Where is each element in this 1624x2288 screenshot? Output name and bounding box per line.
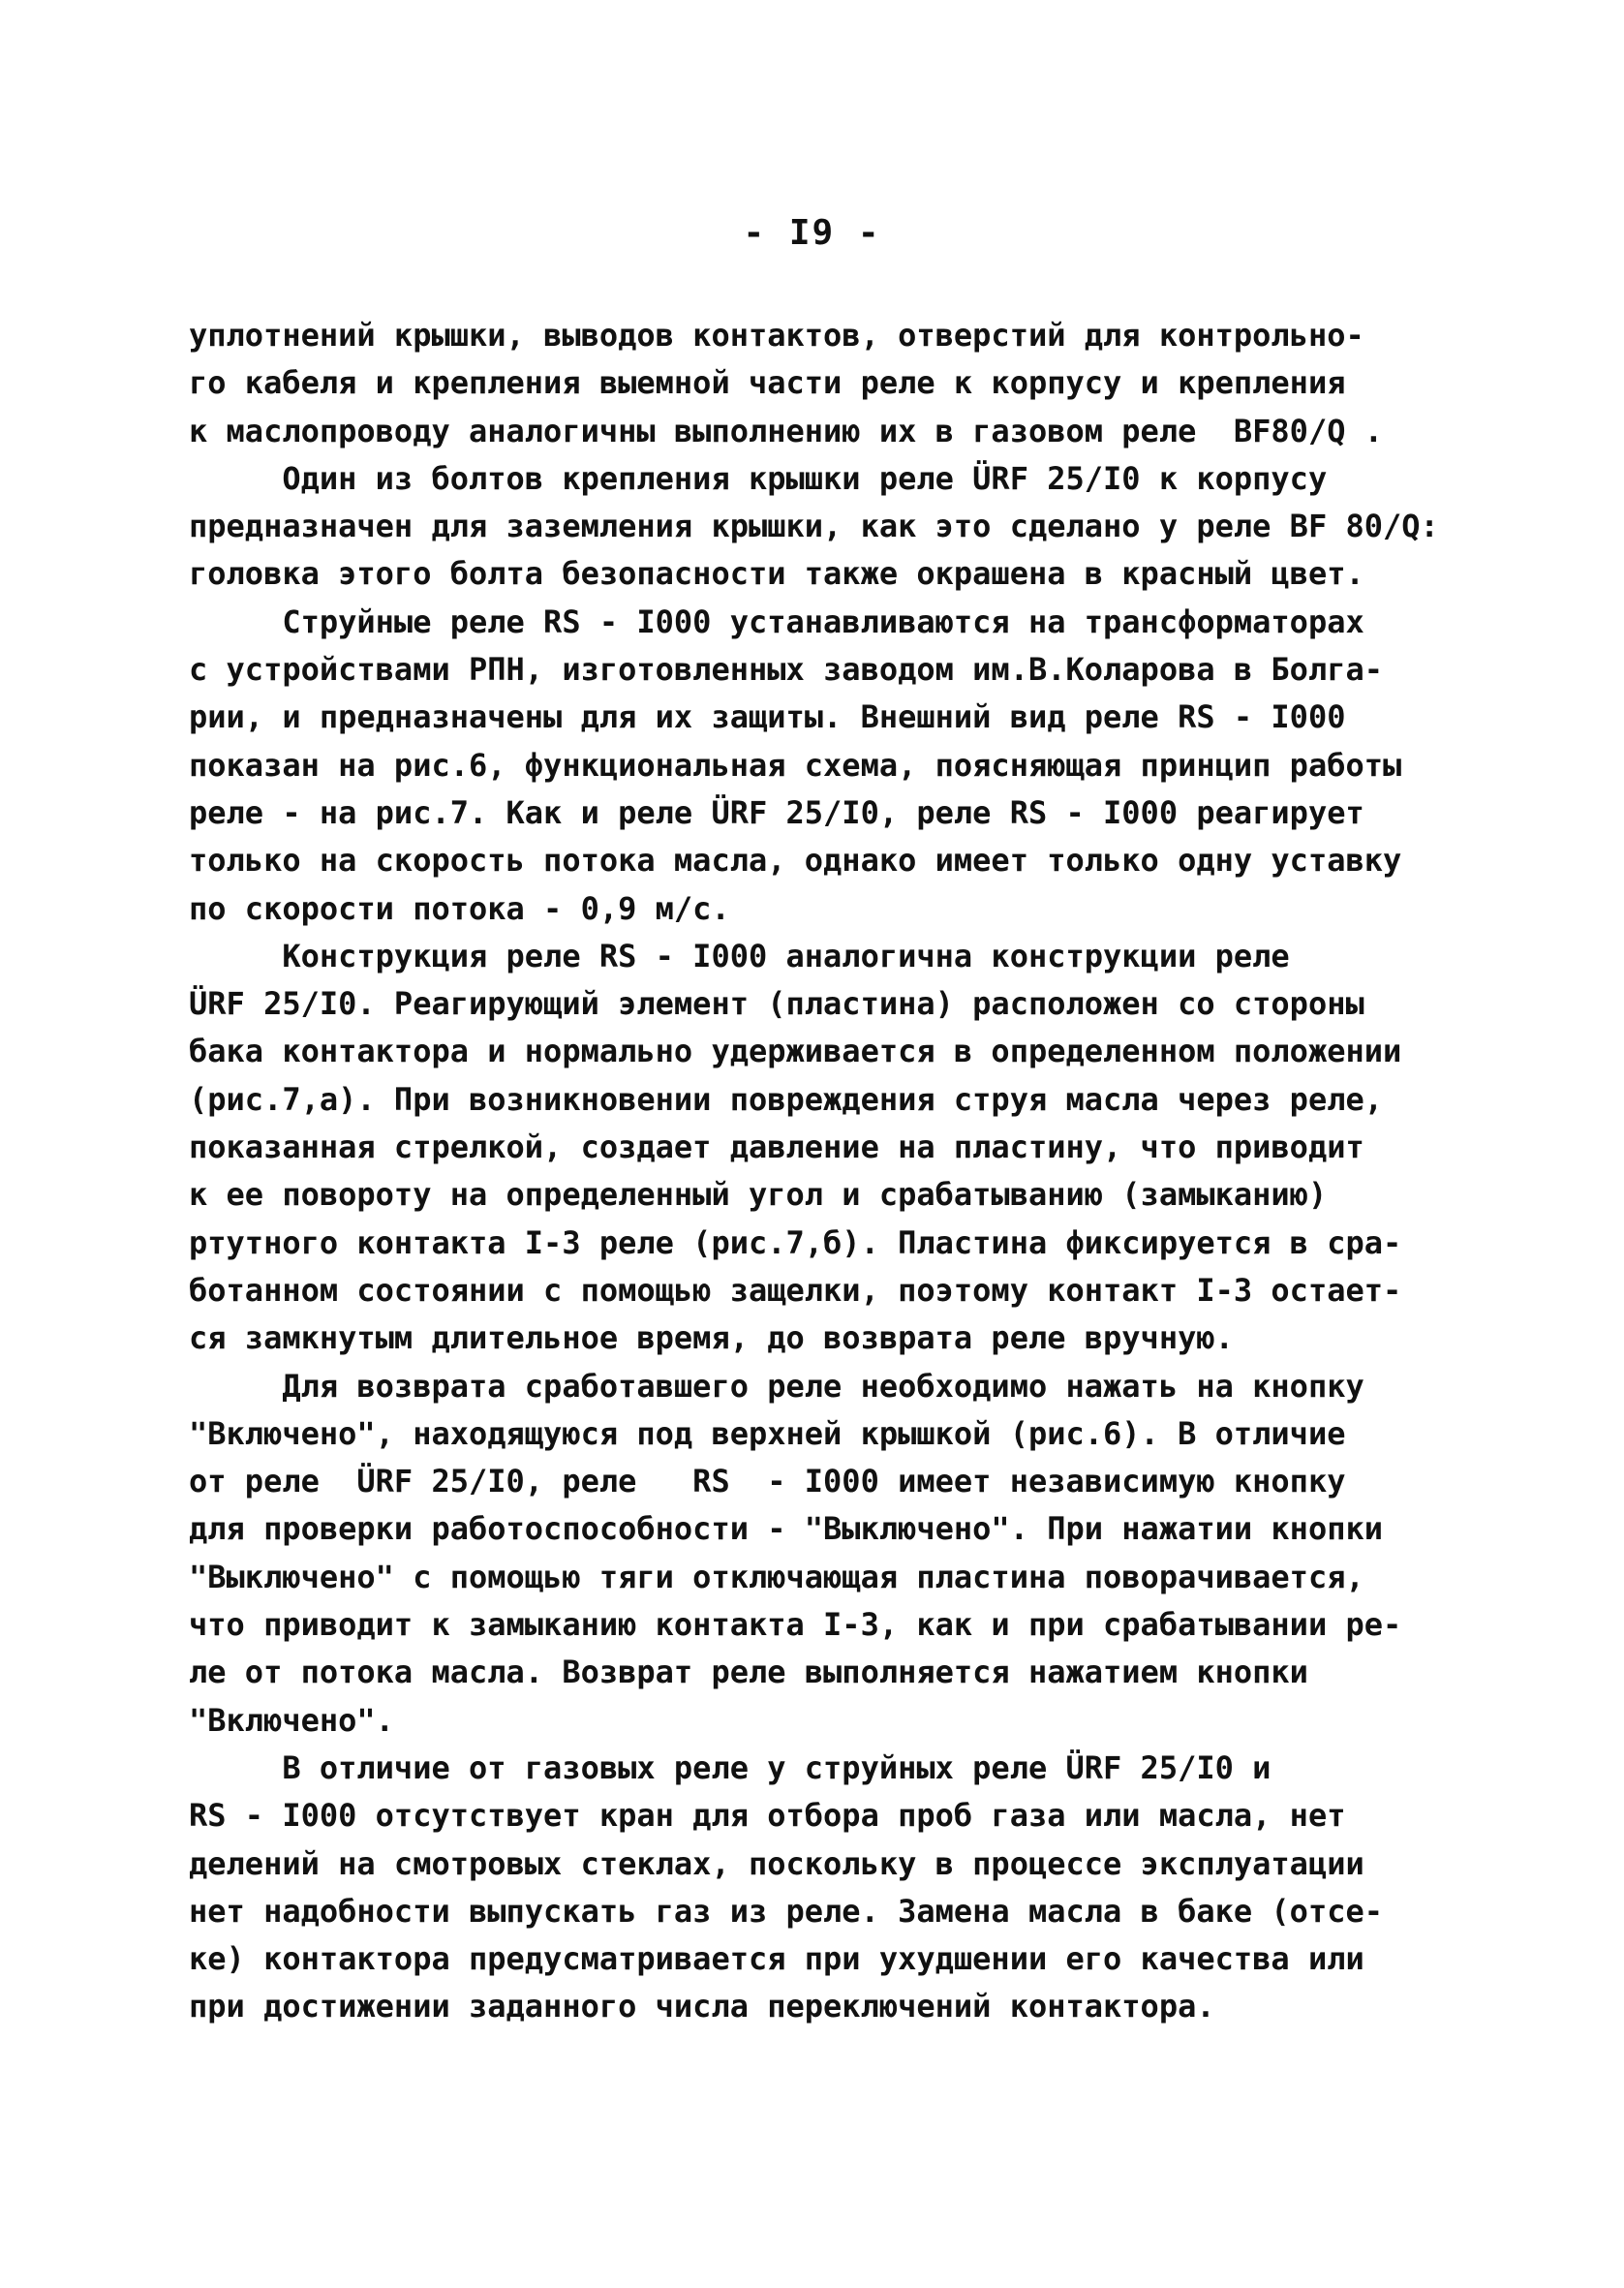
page-number: - I9 - [743,213,881,253]
text-line: к ее повороту на определенный угол и срабатыванию (замыканию) [189,1176,1328,1214]
body-text [189,312,1486,2031]
text-line: ле от потока масла. Возврат реле выполняется нажатием кнопки [189,1654,1308,1691]
text-line: к маслопроводу аналогичны выполнению их в газовом реле BF80/Q . [189,412,1383,449]
text-line: реле - на рис.7. Как и реле ÜRF 25/I0, реле RS - I000 реагирует [189,793,1364,831]
text-line: от реле ÜRF 25/I0, реле RS - I000 имеет независимую кнопку [189,1463,1346,1500]
text-line: с устройствами РПН, изготовленных заводом им.В.Коларова в Болга- [189,651,1383,689]
text-line: уплотнений крышки, выводов контактов, отверстий для контрольно- [189,317,1364,354]
text-line: нет надобности выпускать газ из реле. Замена масла в баке (отсе- [189,1892,1383,1930]
text-line: "Выключено" с помощью тяги отключающая пластина поворачивается, [189,1558,1364,1595]
text-line: го кабеля и крепления выемной части реле к корпусу и крепления [189,364,1346,402]
text-line: Конструкция реле RS - I000 аналогична конструкции реле [189,937,1290,974]
text-line: RS - I000 отсутствует кран для отбора проб газа или масла, нет [189,1797,1346,1835]
text-line: ботанном состоянии с помощью защелки, поэтому контакт I-3 остает- [189,1271,1402,1309]
text-line: делений на смотровых стеклах, поскольку в процессе эксплуатации [189,1844,1364,1882]
text-line: показанная стрелкой, создает давление на пластину, что приводит [189,1129,1364,1166]
text-line: Для возврата сработавшего реле необходимо нажать на кнопку [189,1367,1364,1405]
text-line: "Включено". [189,1701,394,1739]
text-line: по скорости потока - 0,9 м/с. [189,889,730,927]
text-line: головка этого болта безопасности также окрашена в красный цвет. [189,555,1364,593]
text-line: бака контактора и нормально удерживается в определенном положении [189,1033,1402,1070]
text-line: ÜRF 25/I0. Реагирующий элемент (пластина) расположен со стороны [189,985,1364,1023]
text-line: ся замкнутым длительное время, до возврата реле вручную. [189,1319,1234,1357]
text-line: ке) контактора предусматривается при ухудшении его качества или [189,1940,1364,1978]
text-line: при достижении заданного числа переключений контактора. [189,1988,1215,2025]
text-line: показан на рис.6, функциональная схема, поясняющая принцип работы [189,746,1402,784]
text-line: рии, и предназначены для их защиты. Внешний вид реле RS - I000 [189,698,1346,736]
text-line: В отличие от газовых реле у струйных реле ÜRF 25/I0 и [189,1748,1272,1786]
text-line: Струйные реле RS - I000 устанавливаются на трансформаторах [189,603,1364,640]
text-line: для проверки работоспособности - "Выключено". При нажатии кнопки [189,1510,1383,1548]
text-line: что приводит к замыканию контакта I-3, как и при срабатывании ре- [189,1606,1402,1644]
text-line: только на скорость потока масла, однако имеет только одну уставку [189,842,1402,880]
text-line: ртутного контакта I-3 реле (рис.7,б). Пластина фиксируется в сра- [189,1223,1402,1261]
text-line: Один из болтов крепления крышки реле ÜRF 25/I0 к корпусу [189,459,1328,497]
text-line: (рис.7,а). При возникновении повреждения струя масла через реле, [189,1080,1383,1118]
text-line: "Включено", находящуюся под верхней крышкой (рис.6). В отличие [189,1414,1346,1452]
text-line: предназначен для заземления крышки, как это сделано у реле BF 80/Q: [189,508,1439,545]
